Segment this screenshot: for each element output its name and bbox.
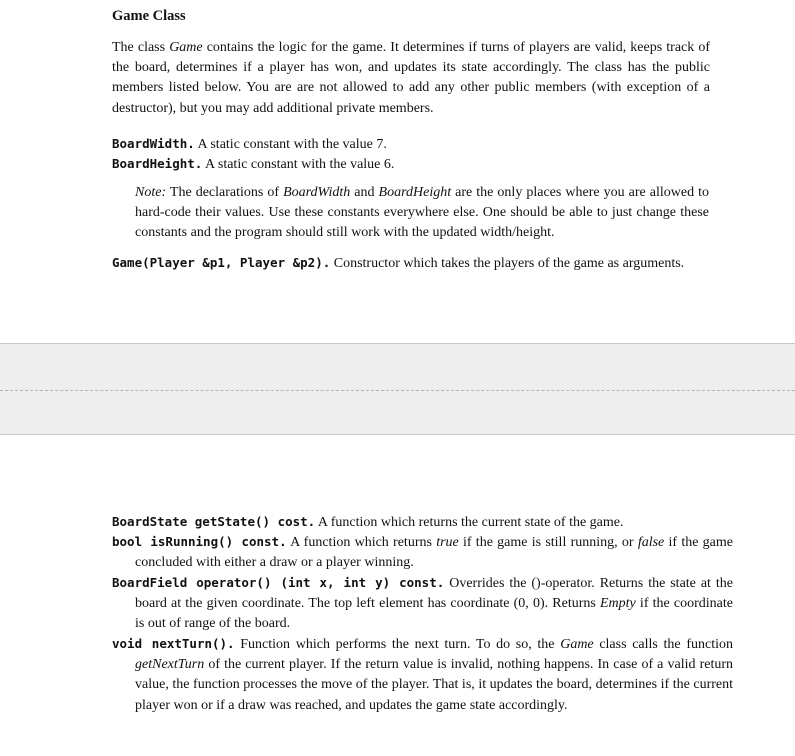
page-break-divider	[0, 390, 795, 391]
member-board-height: BoardHeight. A static constant with the value 6.	[112, 156, 395, 172]
page-upper	[0, 0, 795, 343]
member-board-width: BoardWidth. A static constant with the value 7.	[112, 136, 387, 152]
page-lower	[0, 435, 795, 756]
page-break-gap	[0, 343, 795, 435]
member-constructor: Game(Player &p1, Player &p2). Constructor which takes the players of the game as arguments.	[112, 255, 685, 271]
member-next-turn: void nextTurn(). Function which performs the next turn. To do so, the Game class calls the function getNextTurn of the current player. If the return value is invalid, nothing happens. In case of a valid return value, the function processes the move of the player. That is, it updates the board, determines if the current player won or if a draw was reached, and updates the game state accordingly.	[112, 636, 733, 713]
member-operator: BoardField operator() (int x, int y) const. Overrides the ()-operator. Returns the state at the board at the given coordinate. The top left element has coordinate (0, 0). Returns Empty if the coordinate is out of range of the board.	[112, 575, 733, 632]
intro-paragraph: The class Game contains the logic for the game. It determines if turns of players are valid, keeps track of the board, determines if a player has won, and updates its state accordingly. The class has the public members listed below. You are are not allowed to add any other public members (with exception of a destructor), but you may add additional private members.	[112, 40, 711, 116]
member-is-running: bool isRunning() const. A function which returns true if the game is still running, or false if the game concluded with either a draw or a player winning.	[112, 534, 733, 571]
section-heading: Game Class	[112, 8, 186, 24]
note-paragraph: Note: The declarations of BoardWidth and BoardHeight are the only places where you are allowed to hard-code their values. Use these constants everywhere else. One should be able to just change these constants and the program should still work with the updated width/height.	[135, 185, 710, 241]
member-get-state: BoardState getState() cost. A function which returns the current state of the game.	[112, 514, 624, 530]
